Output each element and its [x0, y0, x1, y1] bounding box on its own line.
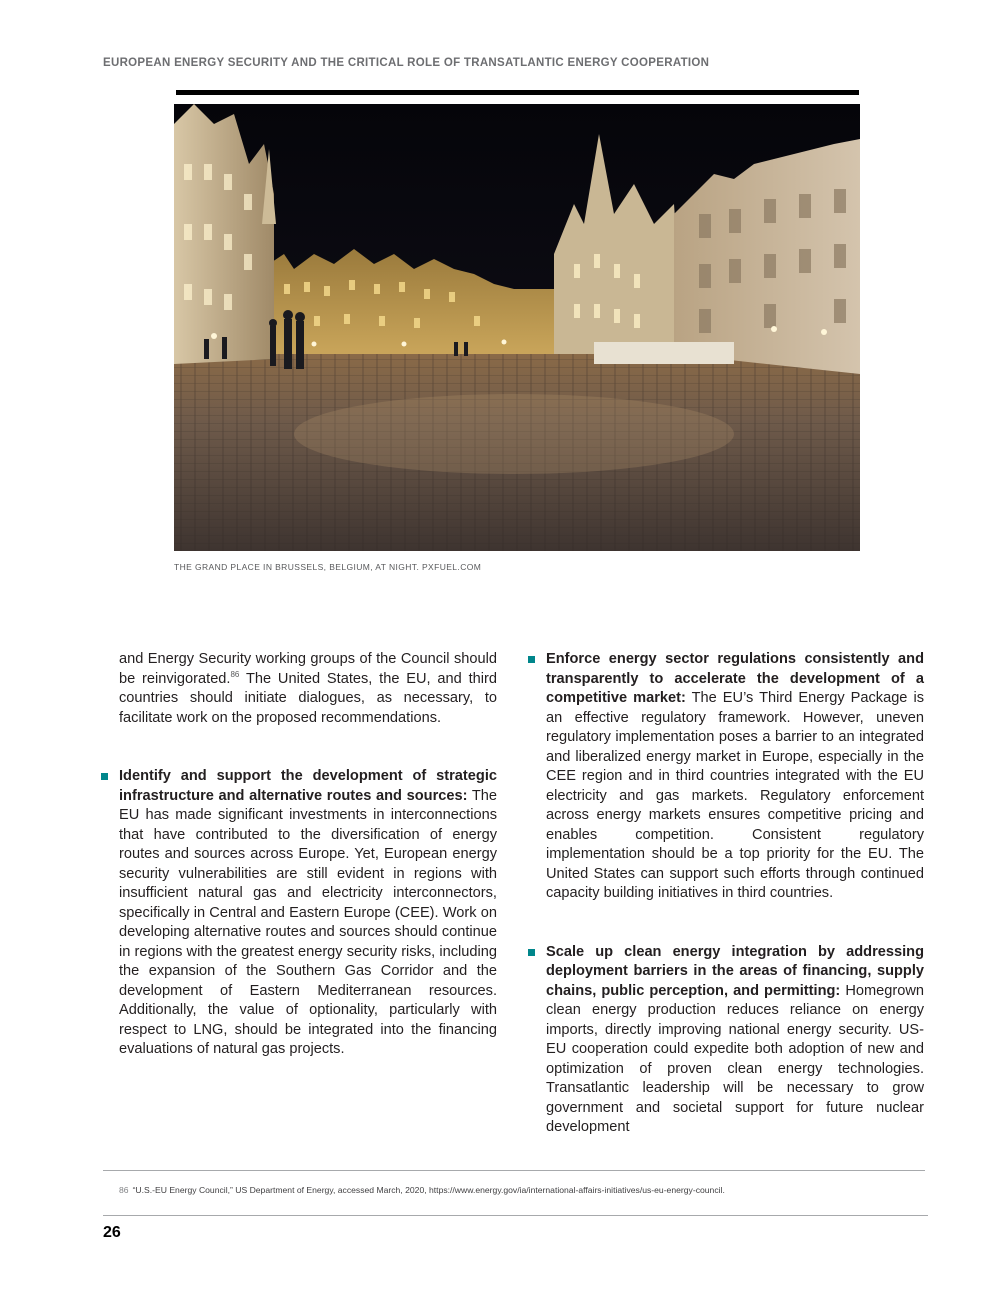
bullet-item-regulations	[546, 650, 924, 904]
footnote-divider	[103, 1170, 925, 1171]
bullet-body: The EU has made significant investments in interconnections that have contributed to the diversification of energy routes and sources across Europe. Yet, European energy security vulnerabilities are still evident in regions with insufficient natural gas and electricity interconnectors, specifically in Central and Eastern Europe (CEE). Work on developing alternative routes and sources should continue in regions with the greatest energy security risks, including the expansion of the Southern Gas Corridor and the development of Eastern Mediterranean resources. Additionally, the value of optionality, particularly with respect to LNG, should be integrated into the financing evaluations of natural gas projects.	[119, 787, 497, 1057]
right-column	[546, 650, 924, 1138]
square-bullet-icon	[101, 773, 108, 780]
header-rule	[176, 90, 859, 95]
square-bullet-icon	[528, 656, 535, 663]
continued-paragraph	[119, 650, 497, 728]
continued-paragraph-text-b: The United States, the EU, and third countries should initiate dialogues, as necessary, to facilitate work on the proposed recommendations.	[119, 670, 497, 726]
page-number: 26	[103, 1224, 121, 1241]
footnote-reference[interactable]: 86	[230, 669, 240, 679]
left-column	[119, 650, 497, 1060]
grand-place-photo	[174, 104, 860, 551]
bullet-heading: Enforce energy sector regulations consistently and transparently to accelerate the development of a competitive market:	[546, 651, 924, 706]
bullet-item-clean-energy	[546, 943, 924, 1138]
bullet-heading: Scale up clean energy integration by addressing deployment barriers in the areas of financing, supply chains, public perception, and permitting:	[546, 943, 924, 999]
square-bullet-icon	[528, 949, 535, 956]
bullet-body: The EU’s Third Energy Package is an effective regulatory framework. However, uneven regulatory implementation poses a barrier to an integrated and liberalized energy market in Europe, especially in the CEE region and in third countries integrated with the EU electricity and gas markets. Regulatory enforcement across energy markets ensures competitive pricing and enables competition. Consistent regulatory implementation should be a top priority for the EU. The United States can support such efforts through continued capacity building initiatives in third countries.	[546, 690, 924, 901]
footnote-text[interactable]: “U.S.-EU Energy Council,” US Department of Energy, accessed March, 2020, https://www.energy.gov/ia/international-affairs-initiatives/us-eu-energy-council.	[132, 1185, 725, 1195]
bullet-body: Homegrown clean energy production reduces reliance on energy imports, directly improving national energy security. US-EU cooperation could expedite both adoption of new and optimization of proven clean energy technologies. Transatlantic leadership will be necessary to grow government and societal support for future nuclear development	[546, 982, 925, 1135]
running-header: EUROPEAN ENERGY SECURITY AND THE CRITICAL ROLE OF TRANSATLANTIC ENERGY COOPERATION	[103, 57, 710, 69]
bullet-heading: Identify and support the development of strategic infrastructure and alternative routes and sources:	[119, 768, 497, 804]
bullet-item-infrastructure	[119, 767, 497, 1060]
figure-caption: THE GRAND PLACE IN BRUSSELS, BELGIUM, AT NIGHT. PXFUEL.COM	[174, 562, 482, 572]
continued-paragraph-text-a: and Energy Security working groups of the Council should be reinvigorated.	[119, 651, 497, 687]
footnote	[119, 1185, 725, 1195]
footnote-number: 86	[119, 1185, 129, 1195]
page-bottom-divider	[103, 1215, 928, 1216]
